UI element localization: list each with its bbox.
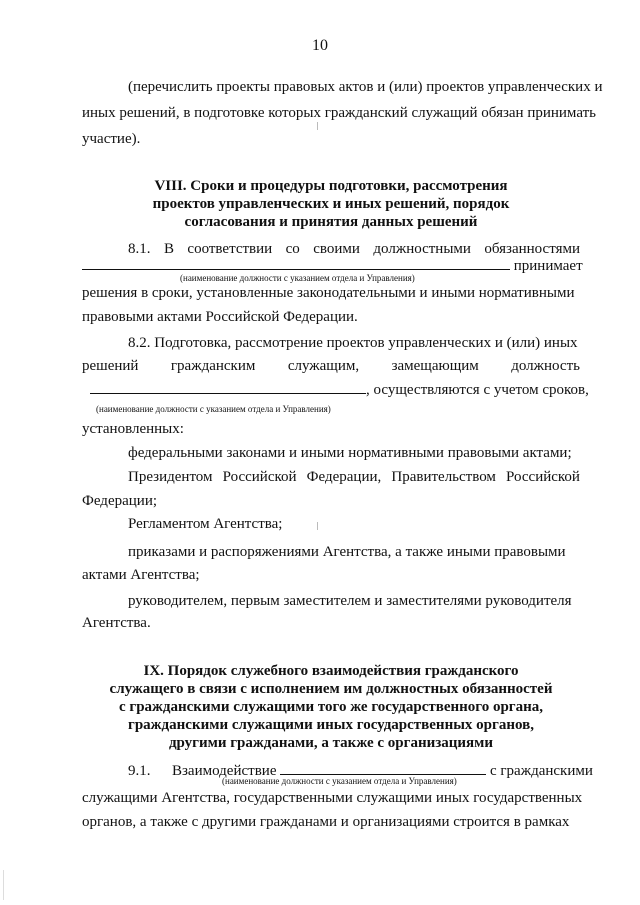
p82-item-2-cont: Федерации; [82, 493, 158, 509]
p82-caption: (наименование должности с указанием отдела и Управления) [96, 404, 331, 414]
section-8-heading-3: согласования и принятия данных решений [184, 214, 478, 230]
p91-line-2: служащими Агентства, государственными служащими иных государственных [82, 790, 583, 806]
scan-artifact [3, 870, 4, 900]
p81-line-3: решения в сроки, установленные законодательными и иными нормативными [82, 285, 575, 301]
p82-word: решений [82, 358, 139, 374]
position-blank-1 [82, 256, 510, 270]
p82-item-4-cont: актами Агентства; [82, 567, 200, 583]
position-blank-2 [90, 380, 366, 394]
p81-tail: принимает [513, 258, 583, 274]
p81-word: В [163, 241, 174, 257]
p82-item-4 [128, 543, 580, 561]
p82-word: гражданским [170, 358, 256, 374]
section-8-heading-1: VIII. Сроки и процедуры подготовки, рассмотрения [154, 178, 508, 194]
section-8-heading-2: проектов управленческих и иных решений, порядок [152, 196, 510, 212]
p81-word: должностными [373, 241, 471, 257]
intro-line-1 [128, 78, 603, 96]
p81-line-4: правовыми актами Российской Федерации. [82, 309, 358, 325]
intro-line-3: участие). [82, 131, 141, 147]
p82-item-2-word: Федерации, [306, 469, 382, 485]
p91-word: Взаимодействие [172, 763, 277, 779]
p81-word: соответствии [187, 241, 273, 257]
p91-tail: с гражданскими [489, 763, 593, 779]
p82-tail: , осуществляются с учетом сроков, [366, 382, 589, 398]
p82-item-5-cont: Агентства. [82, 615, 151, 631]
scan-artifact [317, 122, 318, 130]
p81-word: 8.1. [128, 241, 151, 257]
section-9-heading-4: гражданскими служащими иных государственных органов, [128, 717, 534, 733]
p82-word: служащим, [287, 358, 360, 374]
scan-artifact [317, 522, 318, 530]
p82-word: должность [511, 358, 580, 374]
p82-item-2-word: Правительством [391, 469, 496, 485]
p82-word: замещающим [391, 358, 479, 374]
p81-word: обязанностями [484, 241, 580, 257]
section-9-heading-2: служащего в связи с исполнением им должностных обязанностей [109, 681, 553, 697]
p91-line-3: органов, а также с другими гражданами и организациями строится в рамках [82, 814, 570, 830]
p82-item-3: Регламентом Агентства; [128, 516, 283, 532]
p81-word: со [285, 241, 300, 257]
p82-line-4: установленных: [82, 421, 184, 437]
p81-word: своими [313, 241, 360, 257]
section-9-heading-1: IX. Порядок служебного взаимодействия гражданского [143, 663, 519, 679]
p82-line-1: 8.2. Подготовка, рассмотрение проектов управленческих и (или) иных [128, 335, 578, 351]
position-blank-3 [280, 761, 486, 775]
p82-item-5: руководителем, первым заместителем и заместителями руководителя [128, 593, 572, 609]
intro-line-2: иных решений, в подготовке которых гражданский служащий обязан принимать [82, 105, 596, 121]
p82-item-2 [128, 468, 580, 486]
p82-item-4-text: приказами и распоряжениями Агентства, а также иными правовыми [128, 544, 566, 560]
p82-line-2 [82, 357, 580, 375]
p82-item-1: федеральными законами и иными нормативными правовыми актами; [128, 445, 572, 461]
p91-number: 9.1. [128, 763, 151, 779]
p82-item-2-word: Президентом [128, 469, 213, 485]
page-number: 10 [312, 37, 328, 54]
section-9-heading-3: с гражданскими служащими того же государственного органа, [118, 699, 544, 715]
section-9-heading-5: другими гражданами, а также с организациями [168, 735, 494, 751]
p82-line-3 [90, 380, 589, 399]
p82-item-2-word: Российской [222, 469, 297, 485]
intro-text-1: (перечислить проекты правовых актов и (или) проектов управленческих и [128, 79, 603, 95]
p91-caption: (наименование должности с указанием отдела и Управления) [222, 776, 457, 786]
p82-item-2-word: Российской [506, 469, 580, 485]
p81-caption: (наименование должности с указанием отдела и Управления) [180, 273, 415, 283]
